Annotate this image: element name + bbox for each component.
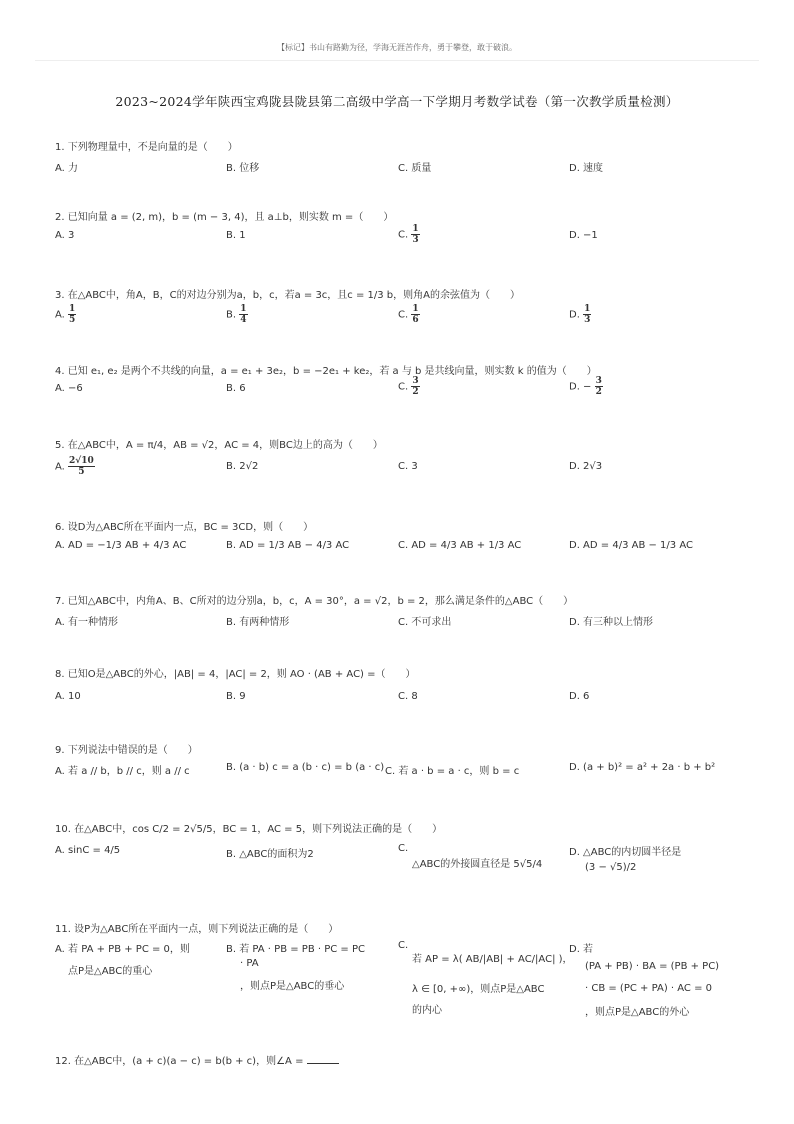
q6-option-b: B. AD = 1/3 AB − 4/3 AC [226,540,350,551]
q7-option-b: B. 有两种情形 [226,617,290,628]
question-9-stem: 9. 下列说法中错误的是（ ） [55,745,198,756]
q8-option-a: A. 10 [55,691,81,702]
q11-option-c-line3: 的内心 [412,1005,442,1016]
q3-option-c: C. $\frac{1}{6}$ [398,304,419,325]
q2-option-c: C. $\frac{1}{3}$ [398,224,419,245]
question-4-stem: 4. 已知 e₁, e₂ 是两个不共线的向量，a = e₁ + 3e₂，b = −2e₁ + ke₂，若 a 与 b 是共线向量，则实数 k 的值为（ ） [55,366,597,377]
q5-option-a: A. $\frac{2√10}{5}$ [55,456,94,477]
motto-banner: 【标记】书山有路勤为径，学海无涯苦作舟，勇于攀登，敢于破浪。 [277,43,517,52]
question-10-stem: 10. 在△ABC中，cos C/2 = 2√5/5，BC = 1，AC = 5，则下列说法正确的是（ ） [55,824,443,835]
q10-option-c-label: C. [398,843,409,854]
q9-option-a: A. 若 a // b，b // c，则 a // c [55,766,190,777]
q11-option-b-line1: B. 若 PA · PB = PB · PC = PC [226,944,365,955]
q11-option-c-line2: λ ∈ [0, +∞)，则点P是△ABC [412,984,545,995]
q2-option-a: A. 3 [55,230,75,241]
q10-option-b: B. △ABC的面积为2 [226,849,314,860]
q3-option-a: A. $\frac{1}{5}$ [55,304,76,325]
q6-option-c: C. AD = 4/3 AB + 1/3 AC [398,540,522,551]
q8-option-c: C. 8 [398,691,418,702]
q9-option-c: C. 若 a · b = a · c，则 b = c [385,766,520,777]
q2-option-b: B. 1 [226,230,246,241]
q2-option-d: D. −1 [569,230,598,241]
q4-option-d: D. − $\frac{3}{2}$ [569,376,602,397]
q11-option-a-line2: 点P是△ABC的重心 [68,966,153,977]
question-8-stem: 8. 已知O是△ABC的外心，|AB| = 4，|AC| = 2，则 AO · (AB + AC) =（ ） [55,669,416,680]
q11-option-d-line3: · CB = (PC + PA) · AC = 0 [585,983,713,994]
q11-option-b-line3: ，则点P是△ABC的垂心 [240,981,345,992]
q4-option-c: C. $\frac{3}{2}$ [398,376,419,397]
q1-option-d: D. 速度 [569,163,604,174]
q5-option-b: B. 2√2 [226,461,259,472]
question-12 [55,1052,339,1067]
q11-option-d-line1: D. 若 [569,944,594,955]
q10-option-c: △ABC的外接圆直径是 5√5/4 [412,859,543,870]
q1-option-b: B. 位移 [226,163,260,174]
question-12-stem: 12. 在△ABC中，(a + c)(a − c) = b(b + c)，则∠A = [55,1056,307,1067]
q4-option-b: B. 6 [226,383,246,394]
q8-option-d: D. 6 [569,691,590,702]
question-7-stem: 7. 已知△ABC中，内角A、B、C所对的边分别a，b，c，A = 30°，a = √2，b = 2，那么满足条件的△ABC（ ） [55,596,574,607]
q10-option-d: D. △ABC的内切圆半径是 [569,847,682,858]
question-1-stem: 1. 下列物理量中，不是向量的是（ ） [55,142,238,153]
q1-option-a: A. 力 [55,163,79,174]
q11-option-c-line1: 若 AP = λ( AB/|AB| + AC/|AC| )， [412,954,573,965]
q10-option-d-value: (3 − √5)/2 [585,862,637,873]
question-6-stem: 6. 设D为△ABC所在平面内一点，BC = 3CD，则（ ） [55,522,314,533]
q6-option-a: A. AD = −1/3 AB + 4/3 AC [55,540,187,551]
answer-blank[interactable] [307,1063,339,1064]
q5-option-c: C. 3 [398,461,418,472]
q11-option-a-line1: A. 若 PA + PB + PC = 0，则 [55,944,190,955]
q5-option-d: D. 2√3 [569,461,603,472]
header-divider [35,60,759,61]
q10-option-a: A. sinC = 4/5 [55,845,121,856]
q3-option-d: D. $\frac{1}{3}$ [569,304,591,325]
question-3-stem: 3. 在△ABC中，角A，B，C的对边分别为a，b，c，若a = 3c，且c = 1/3 b，则角A的余弦值为（ ） [55,290,520,301]
q9-option-d: D. (a + b)² = a² + 2a · b + b² [569,762,716,773]
q7-option-c: C. 不可求出 [398,617,452,628]
q11-option-b-line2: · PA [240,958,259,969]
q7-option-d: D. 有三种以上情形 [569,617,654,628]
q11-option-c-label: C. [398,940,409,951]
q11-option-d-line2: (PA + PB) · BA = (PB + PC) [585,961,720,972]
question-5-stem: 5. 在△ABC中，A = π/4，AB = √2，AC = 4，则BC边上的高为（ ） [55,440,383,451]
question-2-stem: 2. 已知向量 a = (2, m)，b = (m − 3, 4)，且 a⊥b，则实数 m =（ ） [55,212,394,223]
q3-option-b: B. $\frac{1}{4}$ [226,304,247,325]
page-title: 2023~2024学年陕西宝鸡陇县陇县第二高级中学高一下学期月考数学试卷（第一次教学质量检测） [115,94,679,109]
q1-option-c: C. 质量 [398,163,432,174]
q7-option-a: A. 有一种情形 [55,617,119,628]
q4-option-a: A. −6 [55,383,83,394]
question-11-stem: 11. 设P为△ABC所在平面内一点，则下列说法正确的是（ ） [55,924,339,935]
q8-option-b: B. 9 [226,691,246,702]
q9-option-b: B. (a · b) c = a (b · c) = b (a · c) [226,762,385,773]
q6-option-d: D. AD = 4/3 AB − 1/3 AC [569,540,693,551]
q11-option-d-line4: ，则点P是△ABC的外心 [585,1007,690,1018]
